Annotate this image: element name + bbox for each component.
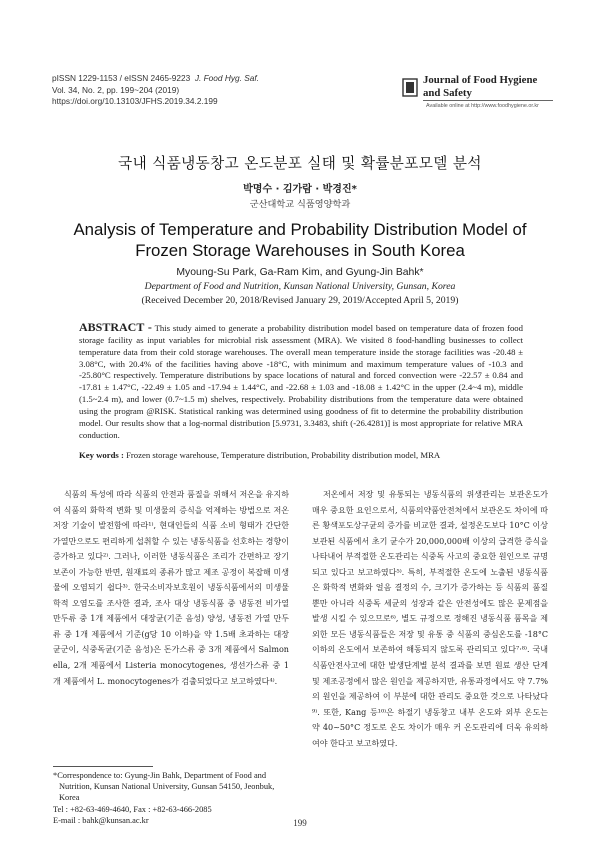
- journal-name: Journal of Food Hygiene and Safety: [423, 74, 538, 99]
- correspondence-footnote: *Correspondence to: Gyung-Jin Bahk, Department of Food and Nutrition, Kunsan National University, Gunsan 54150, Jeonbuk, Korea Tel : +82-63-469-4640, Fax : +82-63-466-2085 E-mail : bahk@kunsan.ac.kr: [53, 770, 293, 826]
- body-column-right: [312, 487, 548, 751]
- page-number: 199: [293, 818, 307, 828]
- keywords-text: Frozen storage warehouse, Temperature distribution, Probability distribution model, MRA: [126, 450, 441, 460]
- abstract-label: ABSTRACT -: [79, 320, 152, 334]
- body-column-left: [53, 487, 289, 689]
- email[interactable]: E-mail : bahk@kunsan.ac.kr: [53, 815, 149, 825]
- volume-line: Vol. 34, No. 2, pp. 199~204 (2019): [52, 84, 180, 95]
- body-paragraph: 저온에서 저장 및 유통되는 냉동식품의 위생관리는 보관온도가 매우 중요한 요인으로서, 식품의약품안전처에서 보관온도 차이에 따른 황색포도상구균의 증가를 비교한 결과, 설정온도보다 10°C 이상 보관된 식품에서 초기 균수가 20,000,000배 이상의 급격한 증식을 나타내어 부적절한 온도관리는 식중독 사고의 중요한 원인으로 규명되고 있다고 보고하였다⁵⁾. 특히, 부적절한 온도에 노출된 냉동식품은 화학적 변화와 얼음 결정의 수, 크기가 증가하는 등 식품의 품질뿐만 아니라 식중독 세균의 성장과 같은 안전성에도 많은 문제점을 발생 시킬 수 있으므로⁶⁾, 별도 규정으로 정해진 냉동식품 품목을 제외한 모든 냉동식품들은 저장 및 유통 중 식품의 중심온도를 -18°C이하의 온도에서 보존하여 해동되지 않도록 관리되고 있다⁷·⁸⁾. 국내 식품안전사고에 대한 발생단계별 분석 결과를 보면 원료 생산 단계 및 제조공정에서 많은 원인을 제공하지만, 유통과정에서도 약 7.7%의 원인을 제공하여 이 부분에 대한 관리도 중요한 것으로 나타났다⁹⁾. 또한, Kang 등¹⁰⁾은 하절기 냉동창고 내부 온도와 외부 온도는 약 40~50°C 정도로 온도 차이가 매우 커 온도관리에 더욱 유의하여야 한다고 보고하였다.: [312, 490, 548, 748]
- doi-link[interactable]: https://doi.org/10.13103/JFHS.2019.34.2.199: [52, 96, 218, 107]
- korean-affiliation: 군산대학교 식품영양학과: [249, 199, 351, 210]
- keywords-label: Key words :: [79, 450, 124, 460]
- korean-title: 국내 식품냉동창고 온도분포 실태 및 확률분포모델 분석: [118, 155, 482, 172]
- citation-block: [52, 73, 259, 108]
- abstract: [79, 322, 523, 441]
- abstract-text: This study aimed to generate a probability distribution model based on temperature data of frozen food storage facility as input variables for microbial risk assessment (MRA). We visited 8 food-handling businesses to collect temperature data from their cold storage warehouses. The overall mean temperature inside the storage facilities was -20.48 ± 3.08°C, with 20.4% of the facilities having above -18°C, with minimum and maximum temperature values of -10.3 and -25.80°C respectively. Temperature distributions by space locations of natural and forced convection were -22.57 ± 0.84 and -17.81 ± 1.47°C, -22.49 ± 1.05 and -17.94 ± 1.44°C, and -22.68 ± 1.03 and -18.08 ± 1.42°C in the upper (2.4~4 m), middle (1.5~2.4 m), and lower (0.7~1.5 m) shelves, respectively. Probability distributions from the temperature data were obtained using the program @RISK. Statistical ranking was determined using goodness of fit to determine the probability distribution model. Our results show that a log-normal distribution [5.9731, 3.3483, shift (-26.4281)] is most appropriate for relative MRA conduction.: [79, 323, 523, 440]
- issn: pISSN 1229-1153 / eISSN 2465-9223: [52, 73, 191, 83]
- english-authors: Myoung-Su Park, Ga-Ram Kim, and Gyung-Jin Bahk*: [176, 267, 424, 278]
- korean-authors: 박명수 · 김가람 · 박경진*: [243, 184, 357, 195]
- journal-logo-icon: [402, 78, 418, 97]
- body-paragraph: 식품의 특성에 따라 식품의 안전과 품질을 위해서 저온을 유지하여 식품의 화학적 변화 및 미생물의 증식을 억제하는 방법으로 저온저장 기술이 발전함에 따라¹⁾, 현대인들의 식품 소비 형태가 간단한 가열만으로도 편리하게 섭취할 수 있는 냉동식품을 선호하는 경향이 증가하고 있다²⁾. 그러나, 이러한 냉동식품은 조리가 간편하고 장기 보존이 가능한 반면, 원재료의 종류가 많고 제조 공정이 복잡해 미생물에 오염되기 쉽다³⁾. 한국소비자보호원이 냉동식품에서의 미생물학적 오염도를 조사한 결과, 조사 대상 냉동식품 중 냉동전 비가열 만두류 중 1개 제품에서 대장균(기준 음성) 양성, 냉동전 가열 만두류 중 1개 제품에서 기준(g당 10 이하)을 약 1.5배 초과하는 대장균군이, 식중독균(기준 음성)은 돈가스류 중 3개 제품에서 Salmonella, 2개 제품에서 Listeria monocytogenes, 생선가스류 중 1개 제품에서 L. monocytogenes가 검출되었다고 보고하였다⁴⁾.: [53, 490, 289, 686]
- journal-website[interactable]: Available online at http://www.foodhygiene.or.kr: [426, 103, 539, 109]
- english-affiliation: Department of Food and Nutrition, Kunsan National University, Gunsan, Korea: [144, 281, 456, 292]
- journal-abbrev: J. Food Hyg. Saf.: [194, 73, 259, 83]
- keywords: [79, 450, 523, 460]
- footnote-rule: [53, 766, 153, 767]
- english-title: Analysis of Temperature and Probability Distribution Model of Frozen Storage Warehouses in South Korea: [73, 220, 527, 260]
- received-dates: (Received December 20, 2018/Revised January 29, 2019/Accepted April 5, 2019): [141, 295, 459, 306]
- masthead-rule: [423, 100, 553, 101]
